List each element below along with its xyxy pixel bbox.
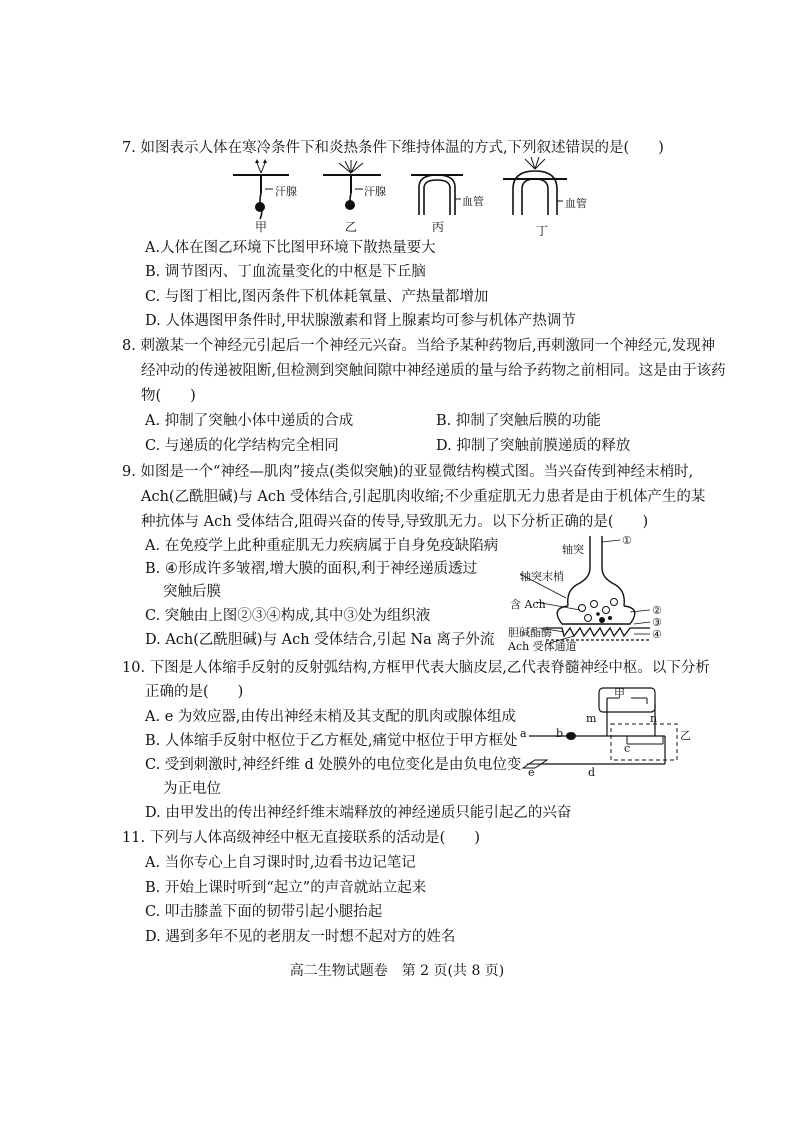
q9-label-1: ① [622, 534, 632, 547]
q10-option-a: A. e 为效应器,由传出神经末梢及其支配的肌肉或腺体组成 [145, 709, 516, 725]
q10-label-c: c [624, 742, 631, 755]
q7-fig-ding [503, 157, 567, 215]
q9-stem-line-1: 9. 如图是一个“神经—肌肉”接点(类似突触)的亚显微结构模式图。当兴奋传到神经末梢时, [122, 464, 694, 480]
q8-option-c: C. 与递质的化学结构完全相同 [145, 438, 339, 454]
q7-label-vessel-1: 血管 [462, 195, 484, 208]
q8-option-b: B. 抑制了突触后膜的功能 [436, 413, 601, 429]
q10-reflex-arc-figure [515, 684, 695, 780]
q10-label-d: d [588, 766, 596, 779]
q9-option-d: D. Ach(乙酰胆碱)与 Ach 受体结合,引起 Na 离子外流 [145, 632, 495, 648]
q7-label-vessel-2: 血管 [565, 197, 587, 210]
q7-label-bing: 丙 [432, 220, 445, 234]
q11-stem: 11. 下列与人体高级神经中枢无直接联系的活动是( ) [122, 830, 480, 846]
q8-option-d: D. 抑制了突触前膜递质的释放 [436, 438, 631, 454]
q7-option-d: D. 人体遇图甲条件时,甲状腺激素和肾上腺素均可参与机体产热调节 [145, 313, 576, 329]
q9-label-receptor: Ach 受体通道 [508, 640, 577, 653]
q7-label-gland-2: 汗腺 [364, 185, 386, 198]
q7-option-c: C. 与图丁相比,图丙条件下机体耗氧量、产热量都增加 [145, 289, 489, 305]
q10-label-m: m [586, 712, 597, 725]
q9-option-a: A. 在免疫学上此种重症肌无力疾病属于自身免疫缺陷病 [145, 538, 499, 554]
q9-label-terminal: 轴突末梢 [520, 570, 564, 583]
q9-stem-line-3: 种抗体与 Ach 受体结合,阻碍兴奋的传导,导致肌无力。以下分析正确的是( ) [141, 514, 649, 530]
q9-option-b-line-1: B. ④形成许多皱褶,增大膜的面积,利于神经递质透过 [145, 561, 478, 577]
q9-label-4: ④ [652, 628, 662, 641]
q7-stem: 7. 如图表示人体在寒冷条件下和炎热条件下维持体温的方式,下列叙述错误的是( ) [122, 140, 664, 156]
q9-label-3: ③ [652, 616, 662, 629]
q7-option-b: B. 调节图丙、丁血流量变化的中枢是下丘脑 [145, 264, 426, 280]
q9-stem-line-2: Ach(乙酰胆碱)与 Ach 受体结合,引起肌肉收缩;不少重症肌无力患者是由于机体产生的某 [141, 489, 706, 505]
q9-option-b-line-2: 突触后膜 [163, 584, 221, 600]
q9-label-2: ② [652, 604, 662, 617]
q7-label-gland-1: 汗腺 [275, 185, 297, 198]
q11-option-c: C. 叩击膝盖下面的韧带引起小腿抬起 [145, 904, 383, 920]
q10-option-d: D. 由甲发出的传出神经纤维末端释放的神经递质只能引起乙的兴奋 [145, 805, 572, 821]
q10-label-a: a [520, 727, 527, 740]
q10-label-n: n [650, 712, 658, 725]
q10-stem-line-1: 10. 下图是人体缩手反射的反射弧结构,方框甲代表大脑皮层,乙代表脊髓神经中枢。以下分析 [122, 660, 710, 676]
q7-label-yi: 乙 [345, 220, 358, 234]
q8-stem-line-1: 8. 刺激某一个神经元引起后一个神经元兴奋。当给予某种药物后,再刺激同一个神经元,发现神 [122, 338, 716, 354]
q10-label-b: b [556, 727, 564, 740]
page-footer: 高二生物试题卷 第 2 页(共 8 页) [289, 963, 505, 979]
q9-label-axon: 轴突 [562, 543, 584, 556]
q7-option-a: A.人体在图乙环境下比图甲环境下散热量要大 [145, 240, 436, 256]
q11-option-d: D. 遇到多年不见的老朋友一时想不起对方的姓名 [145, 929, 456, 945]
q10-stem-line-2: 正确的是( ) [145, 684, 244, 700]
q10-label-e: e [528, 766, 535, 779]
q10-option-c-line-1: C. 受到刺激时,神经纤维 d 处膜外的电位变化是由负电位变 [145, 757, 522, 773]
q9-option-c: C. 突触由上图②③④构成,其中③处为组织液 [145, 608, 431, 624]
q8-option-a: A. 抑制了突触小体中递质的合成 [145, 413, 354, 429]
q10-option-c-line-2: 为正电位 [163, 781, 221, 797]
q7-label-ding: 丁 [536, 224, 549, 238]
q9-label-enzyme: 胆碱酯酶 [508, 626, 552, 639]
q8-stem-line-2: 经冲动的传递被阻断,但检测到突触间隙中神经递质的量与给予药物之前相同。这是由于该药 [141, 363, 726, 379]
q10-label-yi: 乙 [680, 729, 691, 742]
q9-label-ach: 含 Ach [510, 598, 546, 611]
q10-option-b: B. 人体缩手反射中枢位于乙方框处,痛觉中枢位于甲方框处 [145, 733, 518, 749]
q10-label-jia: 甲 [614, 687, 625, 700]
q8-stem-line-3: 物( ) [141, 388, 196, 404]
q11-option-a: A. 当你专心上自习课时时,边看书边记笔记 [145, 855, 416, 871]
q7-label-jia: 甲 [255, 220, 268, 234]
q11-option-b: B. 开始上课时听到“起立”的声音就站立起来 [145, 880, 427, 896]
q7-fig-bing [411, 175, 463, 215]
